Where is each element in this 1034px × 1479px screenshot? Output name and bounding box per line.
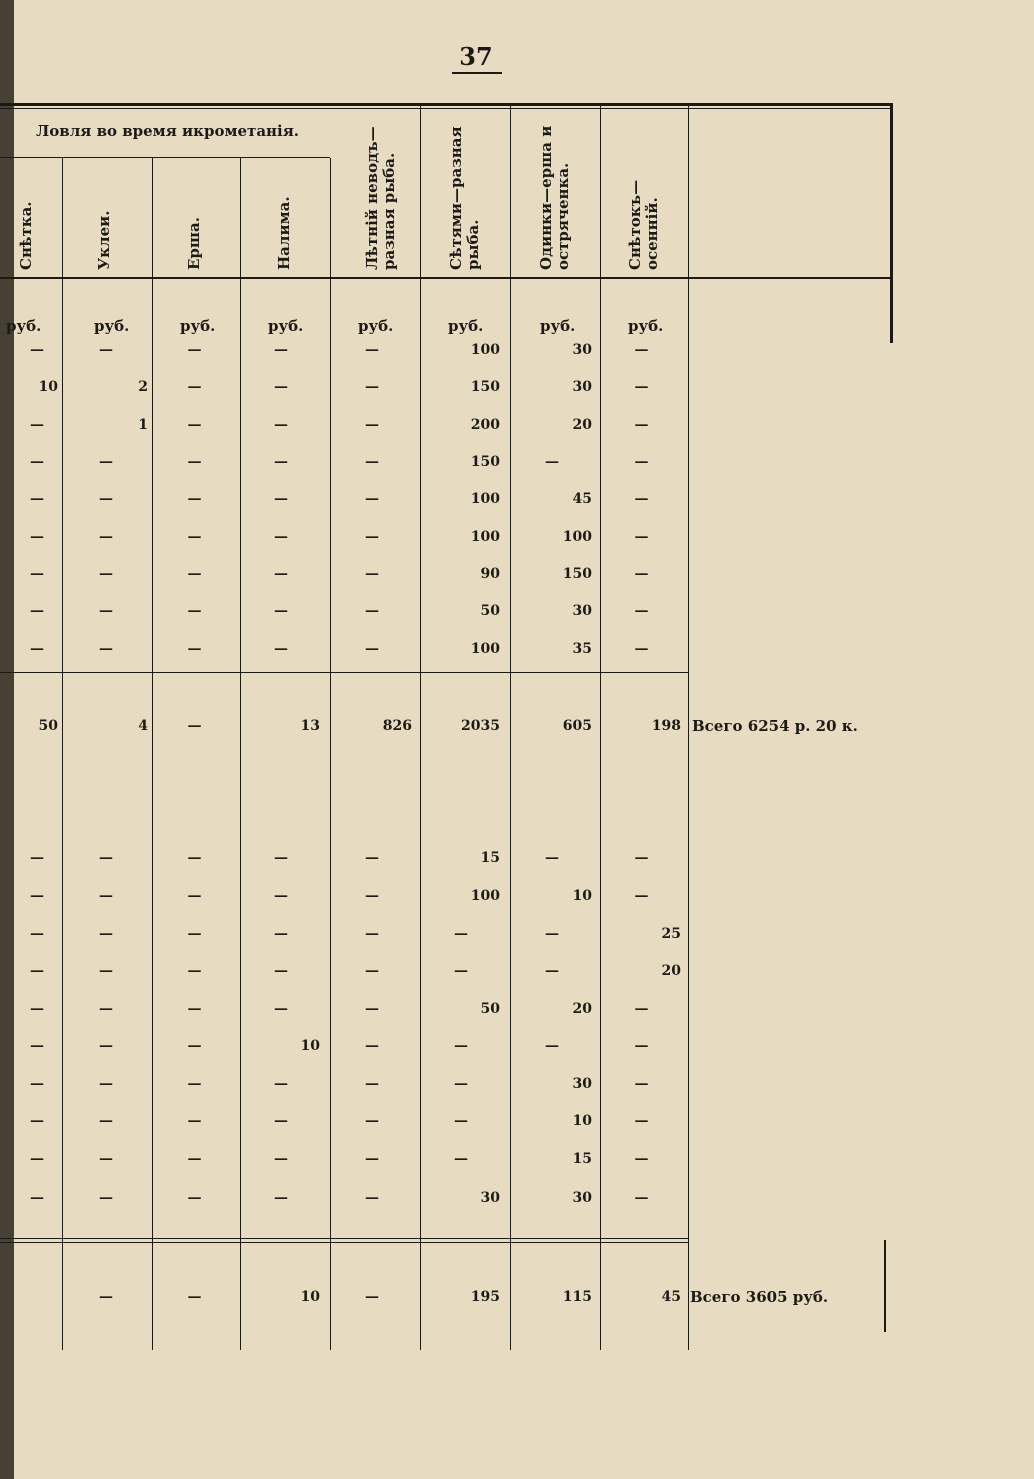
column-header-letniy-nevod: Лѣтній неводъ—разная рыба. [363, 126, 398, 270]
data-cell-2: — [187, 926, 202, 942]
data-cell-3: — [274, 1113, 288, 1129]
data-cell-3: — [274, 926, 288, 942]
data-cell-7: — [634, 888, 649, 904]
data-cell-0: 10 [38, 379, 58, 395]
data-cell-5: 15 [480, 850, 500, 866]
column-separator-4 [420, 106, 421, 1350]
data-cell-2: — [187, 1001, 202, 1017]
data-cell-0: — [30, 603, 44, 619]
data-cell-0: — [30, 417, 44, 433]
data-cell-2: — [187, 850, 202, 866]
data-cell-6: — [545, 963, 559, 979]
data-cell-5: 100 [470, 888, 500, 904]
data-cell-1: — [99, 454, 113, 470]
data-cell-2: — [187, 491, 202, 507]
section-divider-1 [0, 672, 688, 673]
data-cell-4: — [365, 1151, 379, 1167]
section2-total-cell-2: — [187, 1289, 202, 1305]
data-cell-5: — [454, 1113, 468, 1129]
data-cell-5: 200 [470, 417, 500, 433]
data-cell-3: — [274, 417, 288, 433]
data-cell-7: — [634, 1001, 649, 1017]
data-cell-7: — [634, 529, 649, 545]
data-cell-0: — [30, 342, 44, 358]
data-cell-7: — [634, 379, 649, 395]
data-cell-0: — [30, 1001, 44, 1017]
data-cell-6: — [545, 850, 559, 866]
data-cell-6: 35 [572, 641, 592, 657]
data-cell-0: — [30, 1151, 44, 1167]
data-cell-1: — [99, 1076, 113, 1092]
data-cell-6: 100 [562, 529, 592, 545]
unit-label-1: руб. [94, 317, 130, 335]
data-cell-5: 150 [470, 379, 500, 395]
data-cell-5: 100 [470, 641, 500, 657]
data-cell-7: — [634, 454, 649, 470]
data-cell-3: — [274, 888, 288, 904]
column-separator-5 [510, 106, 511, 1350]
data-cell-6: 30 [572, 603, 592, 619]
data-cell-1: — [99, 888, 113, 904]
data-cell-5: — [454, 963, 468, 979]
data-cell-4: — [365, 491, 379, 507]
section2-total-cell-1: — [99, 1289, 113, 1305]
data-cell-0: — [30, 641, 44, 657]
column-header-snetok-osenniy: Снѣтокъ—осенній. [626, 179, 661, 270]
data-cell-0: — [30, 529, 44, 545]
section2-total-cell-3: 10 [300, 1289, 320, 1305]
data-cell-4: — [365, 1113, 379, 1129]
data-cell-6: 20 [572, 1001, 592, 1017]
unit-label-6: руб. [540, 317, 576, 335]
data-cell-6: — [545, 1038, 559, 1054]
data-cell-1: — [99, 566, 113, 582]
table-right-border-lower [884, 1240, 886, 1332]
data-cell-7: — [634, 417, 649, 433]
data-cell-7: — [634, 641, 649, 657]
data-cell-0: — [30, 1113, 44, 1129]
data-cell-1: — [99, 1113, 113, 1129]
data-cell-4: — [365, 850, 379, 866]
data-cell-2: — [187, 1151, 202, 1167]
table-top-rule [0, 103, 893, 106]
table-top-rule-2 [0, 108, 893, 109]
data-cell-3: — [274, 454, 288, 470]
data-cell-6: 150 [562, 566, 592, 582]
data-cell-1: — [99, 926, 113, 942]
group-header-spawning-catch: Ловля во время икрометанія. [36, 122, 300, 140]
data-cell-1: — [99, 342, 113, 358]
column-header-odinki: Одинки—ерша и остряченка. [537, 125, 572, 270]
data-cell-0: — [30, 566, 44, 582]
data-cell-4: — [365, 379, 379, 395]
data-cell-0: — [30, 1190, 44, 1206]
unit-label-3: руб. [268, 317, 304, 335]
data-cell-2: — [187, 1038, 202, 1054]
data-cell-5: — [454, 1151, 468, 1167]
data-cell-5: — [454, 926, 468, 942]
data-cell-3: — [274, 529, 288, 545]
data-cell-3: — [274, 1076, 288, 1092]
data-cell-2: — [187, 529, 202, 545]
data-cell-7: — [634, 491, 649, 507]
column-header-snetka: Снѣтка. [17, 201, 35, 270]
section2-total-cell-4: — [365, 1289, 379, 1305]
data-cell-0: — [30, 963, 44, 979]
data-cell-1: — [99, 529, 113, 545]
column-separator-2 [240, 158, 241, 1350]
column-separator-1 [152, 158, 153, 1350]
column-separator-6 [600, 106, 601, 1350]
data-cell-0: — [30, 454, 44, 470]
column-separator-7 [688, 106, 689, 1350]
section1-total-cell-3: 13 [300, 718, 320, 734]
data-cell-3: 10 [300, 1038, 320, 1054]
section1-total-cell-7: 198 [651, 718, 681, 734]
data-cell-2: — [187, 1190, 202, 1206]
data-cell-7: — [634, 1151, 649, 1167]
data-cell-2: — [187, 888, 202, 904]
section1-total-cell-5: 2035 [461, 718, 500, 734]
data-cell-2: — [187, 454, 202, 470]
data-cell-3: — [274, 379, 288, 395]
column-separator-0 [62, 158, 63, 1350]
data-cell-2: — [187, 603, 202, 619]
data-cell-6: 15 [572, 1151, 592, 1167]
section2-total-cell-7: 45 [661, 1289, 681, 1305]
header-bottom-rule [0, 277, 890, 279]
data-cell-7: 20 [661, 963, 681, 979]
data-cell-6: — [545, 454, 559, 470]
data-cell-6: 10 [572, 888, 592, 904]
section1-total-cell-6: 605 [562, 718, 592, 734]
data-cell-4: — [365, 417, 379, 433]
data-cell-4: — [365, 641, 379, 657]
data-cell-4: — [365, 566, 379, 582]
data-cell-4: — [365, 342, 379, 358]
data-cell-3: — [274, 963, 288, 979]
data-cell-1: — [99, 641, 113, 657]
data-cell-3: — [274, 1001, 288, 1017]
data-cell-3: — [274, 603, 288, 619]
data-cell-3: — [274, 1190, 288, 1206]
data-cell-2: — [187, 566, 202, 582]
data-cell-7: — [634, 1113, 649, 1129]
data-cell-6: 10 [572, 1113, 592, 1129]
data-cell-3: — [274, 1151, 288, 1167]
data-cell-0: — [30, 888, 44, 904]
unit-label-5: руб. [448, 317, 484, 335]
data-cell-0: — [30, 491, 44, 507]
data-cell-4: — [365, 1076, 379, 1092]
data-cell-2: — [187, 1076, 202, 1092]
section-divider-2 [0, 1238, 688, 1239]
data-cell-6: 30 [572, 1190, 592, 1206]
data-cell-3: — [274, 641, 288, 657]
data-cell-1: — [99, 1001, 113, 1017]
data-cell-5: 150 [470, 454, 500, 470]
section1-total-cell-0: 50 [38, 718, 58, 734]
data-cell-5: 100 [470, 491, 500, 507]
data-cell-6: 45 [572, 491, 592, 507]
section2-total-cell-5: 195 [470, 1289, 500, 1305]
data-cell-7: — [634, 850, 649, 866]
data-cell-2: — [187, 641, 202, 657]
page-binding-edge [0, 0, 14, 1479]
data-cell-1: 2 [138, 379, 148, 395]
data-cell-5: — [454, 1076, 468, 1092]
data-cell-7: 25 [661, 926, 681, 942]
unit-label-7: руб. [628, 317, 664, 335]
page-number-rule [452, 72, 502, 74]
data-cell-1: — [99, 603, 113, 619]
data-cell-3: — [274, 566, 288, 582]
data-cell-6: 20 [572, 417, 592, 433]
data-cell-4: — [365, 529, 379, 545]
data-cell-7: — [634, 1190, 649, 1206]
data-cell-5: 100 [470, 342, 500, 358]
section1-total-cell-4: 826 [382, 718, 412, 734]
data-cell-3: — [274, 850, 288, 866]
data-cell-7: — [634, 342, 649, 358]
data-cell-0: — [30, 850, 44, 866]
data-cell-5: 30 [480, 1190, 500, 1206]
data-cell-1: — [99, 491, 113, 507]
section-divider-2b [0, 1242, 688, 1243]
column-header-ersha: Ерша. [185, 217, 203, 270]
data-cell-5: 90 [480, 566, 500, 582]
data-cell-1: 1 [138, 417, 148, 433]
section1-total-cell-1: 4 [138, 718, 148, 734]
data-cell-5: 100 [470, 529, 500, 545]
data-cell-4: — [365, 603, 379, 619]
data-cell-4: — [365, 1001, 379, 1017]
data-cell-7: — [634, 1076, 649, 1092]
column-header-uklei: Уклеи. [95, 210, 113, 270]
data-cell-7: — [634, 603, 649, 619]
section1-grand-total: Всего 6254 р. 20 к. [692, 717, 858, 735]
data-cell-5: 50 [480, 603, 500, 619]
column-separator-3 [330, 158, 331, 1350]
section2-total-cell-6: 115 [562, 1289, 592, 1305]
group-header-underline [0, 157, 330, 158]
column-header-nalima: Налима. [275, 196, 293, 270]
data-cell-3: — [274, 491, 288, 507]
data-cell-0: — [30, 1038, 44, 1054]
data-cell-4: — [365, 1038, 379, 1054]
data-cell-6: 30 [572, 342, 592, 358]
data-cell-6: — [545, 926, 559, 942]
data-cell-2: — [187, 417, 202, 433]
section1-total-cell-2: — [187, 718, 202, 734]
data-cell-2: — [187, 342, 202, 358]
data-cell-1: — [99, 963, 113, 979]
data-cell-4: — [365, 454, 379, 470]
data-cell-1: — [99, 1038, 113, 1054]
data-cell-2: — [187, 379, 202, 395]
section2-grand-total: Всего 3605 руб. [690, 1288, 829, 1306]
unit-label-0: руб. [6, 317, 42, 335]
data-cell-2: — [187, 1113, 202, 1129]
column-header-setyami: Сѣтями—разная рыба. [447, 126, 482, 270]
data-cell-7: — [634, 566, 649, 582]
data-cell-7: — [634, 1038, 649, 1054]
data-cell-6: 30 [572, 1076, 592, 1092]
unit-label-2: руб. [180, 317, 216, 335]
data-cell-1: — [99, 1190, 113, 1206]
data-cell-4: — [365, 1190, 379, 1206]
data-cell-4: — [365, 926, 379, 942]
data-cell-4: — [365, 888, 379, 904]
data-cell-4: — [365, 963, 379, 979]
data-cell-5: — [454, 1038, 468, 1054]
data-cell-0: — [30, 926, 44, 942]
data-cell-2: — [187, 963, 202, 979]
data-cell-5: 50 [480, 1001, 500, 1017]
data-cell-3: — [274, 342, 288, 358]
table-right-border [890, 103, 893, 343]
data-cell-1: — [99, 850, 113, 866]
data-cell-6: 30 [572, 379, 592, 395]
data-cell-1: — [99, 1151, 113, 1167]
data-cell-0: — [30, 1076, 44, 1092]
page-number: 37 [459, 42, 493, 71]
unit-label-4: руб. [358, 317, 394, 335]
